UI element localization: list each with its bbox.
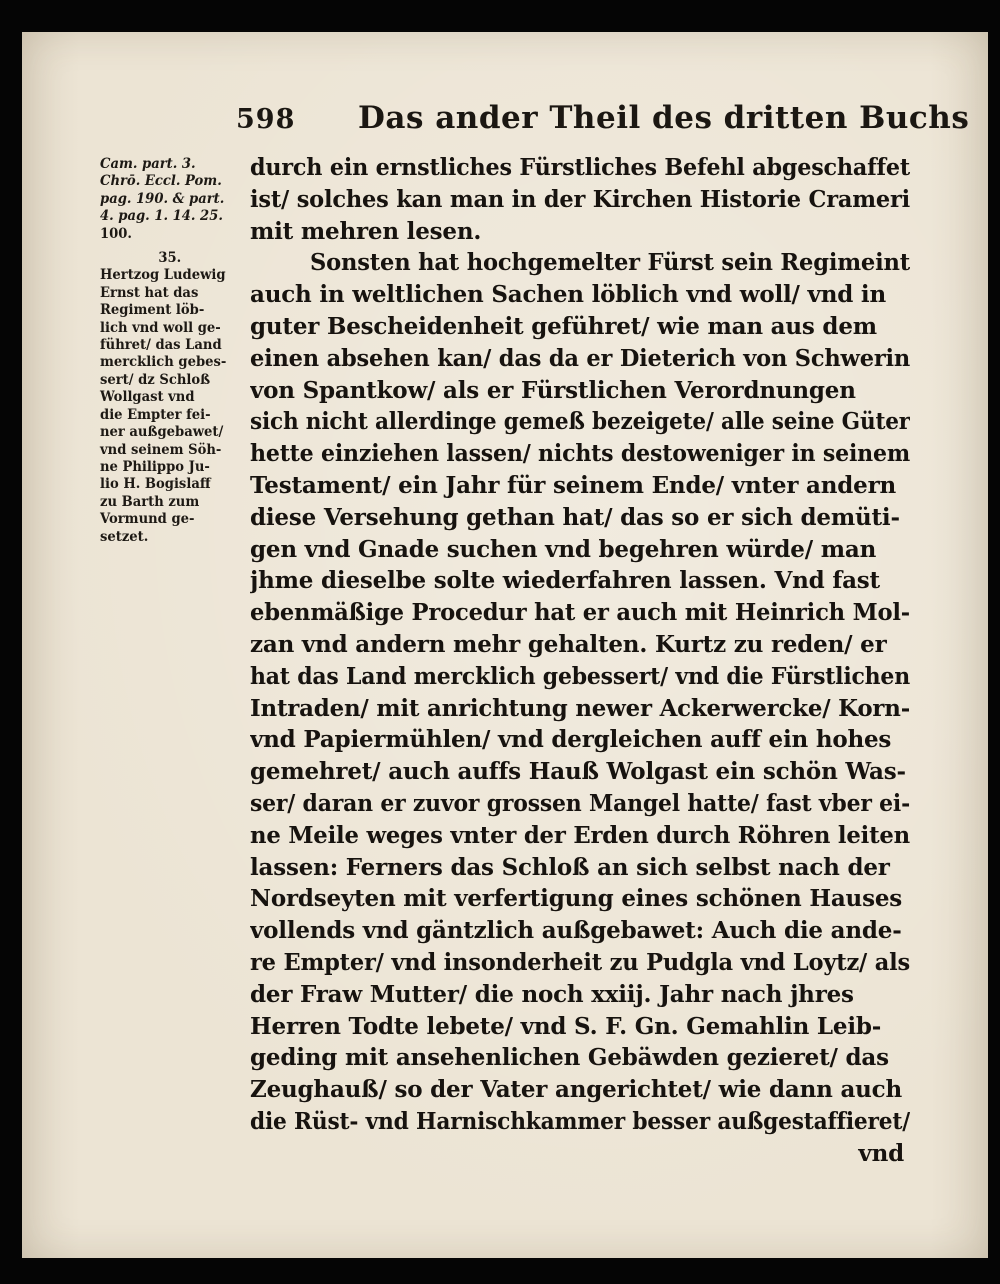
margin-note-line: führet/ das Land: [100, 337, 222, 354]
margin-note-line: setzet.: [100, 528, 149, 545]
page-number: 598: [236, 104, 296, 135]
text-line: gen vnd Gnade suchen vnd begehren würde/ man: [250, 535, 877, 563]
text-line: mit mehren lesen.: [250, 217, 482, 245]
text-line: durch ein ernstliches Fürstliches Befehl abgeschaffet: [250, 154, 910, 181]
text-line: der Fraw Mutter/ die noch xxiij. Jahr nach jhres: [250, 980, 854, 1008]
text-line: von Spantkow/ als er Fürstlichen Verordnungen: [250, 376, 856, 404]
text-line: Herren Todte lebete/ vnd S. F. Gn. Gemahlin Leib-: [250, 1012, 882, 1040]
margin-note-line: Vormund ge-: [100, 511, 195, 528]
margin-note-line: Hertzog Ludewig: [100, 267, 226, 284]
text-line: ne Meile weges vnter der Erden durch Röhren leiten: [250, 821, 910, 849]
margin-note-line: lio H. Bogislaff: [100, 476, 211, 493]
text-line: auch in weltlichen Sachen löblich vnd woll/ vnd in: [250, 281, 886, 309]
text-line: einen absehen kan/ das da er Dieterich von Schwerin: [250, 344, 910, 372]
page-header: [0, 100, 1000, 154]
text-line: sich nicht allerdinge gemeß bezeigete/ alle seine Güter: [250, 408, 910, 436]
text-line: diese Versehung gethan hat/ das so er sich demüti-: [250, 503, 900, 531]
text-line: guter Bescheidenheit geführet/ wie man aus dem: [250, 312, 877, 340]
text-line: gemehret/ auch auffs Hauß Wolgast ein schön Was-: [250, 758, 906, 786]
margin-note-line: vnd seinem Söh-: [100, 441, 222, 458]
text-line: jhme dieselbe solte wiederfahren lassen. Vnd fast: [250, 567, 880, 595]
text-line: geding mit ansehenlichen Gebäwden gezieret/ das: [250, 1044, 889, 1072]
text-line: ist/ solches kan man in der Kirchen Historie Crameri: [250, 185, 910, 213]
margin-note-line: Chrō. Eccl. Pom.: [100, 173, 222, 190]
margin-note-line: Cam. part. 3.: [100, 156, 196, 172]
main-text-block: [250, 152, 910, 1170]
text-line: Zeughauß/ so der Vater angerichtet/ wie dann auch: [250, 1076, 902, 1104]
catchword: vnd: [858, 1139, 904, 1167]
margin-notes: [100, 156, 250, 546]
text-line: hette einziehen lassen/ nichts destoweniger in seinem: [250, 440, 910, 468]
text-line: vollends vnd gäntzlich außgebawet: Auch die ande-: [250, 917, 902, 945]
margin-note-line: ner außgebawet/: [100, 424, 224, 441]
text-line: ebenmäßige Procedur hat er auch mit Heinrich Mol-: [250, 599, 910, 627]
text-line: Testament/ ein Jahr für seinem Ende/ vnter andern: [250, 471, 897, 499]
margin-note-line: 100.: [100, 225, 133, 242]
margin-note-line: Regiment löb-: [100, 302, 205, 319]
margin-note-line: pag. 190. & part.: [100, 190, 225, 207]
margin-note-line: sert/ dz Schloß: [100, 371, 211, 388]
paragraph-start-line: Sonsten hat hochgemelter Fürst sein Regimeint: [310, 249, 910, 277]
margin-note-line: Ernst hat das: [100, 284, 199, 301]
text-line: die Rüst- vnd Harnischkammer besser außgestaffieret/: [250, 1107, 910, 1135]
margin-note-line: die Empter fei-: [100, 406, 211, 423]
margin-note-number: 35.: [158, 250, 182, 267]
running-head: Das ander Theil des dritten Buchs: [358, 100, 970, 136]
margin-note-line: Wollgast vnd: [100, 389, 195, 406]
text-line: re Empter/ vnd insonderheit zu Pudgla vnd Loytz/ als: [250, 948, 910, 976]
margin-note-line: mercklich gebes-: [100, 354, 227, 371]
margin-note-line: zu Barth zum: [100, 493, 200, 510]
text-line: zan vnd andern mehr gehalten. Kurtz zu reden/ er: [250, 630, 887, 658]
margin-note-line: ne Philippo Ju-: [100, 458, 210, 475]
text-line: lassen: Ferners das Schloß an sich selbst nach der: [250, 853, 890, 881]
margin-note-line: lich vnd woll ge-: [100, 319, 221, 336]
text-line: hat das Land mercklich gebessert/ vnd die Fürstlichen: [250, 662, 910, 690]
text-line: Nordseyten mit verfertigung eines schönen Hauses: [250, 885, 903, 913]
text-line: ser/ daran er zuvor grossen Mangel hatte/ fast vber ei-: [250, 789, 910, 817]
text-line: Intraden/ mit anrichtung newer Ackerwercke/ Korn-: [250, 694, 910, 722]
text-line: vnd Papiermühlen/ vnd dergleichen auff ein hohes: [250, 726, 892, 754]
margin-note-line: 4. pag. 1. 14. 25.: [100, 208, 223, 225]
